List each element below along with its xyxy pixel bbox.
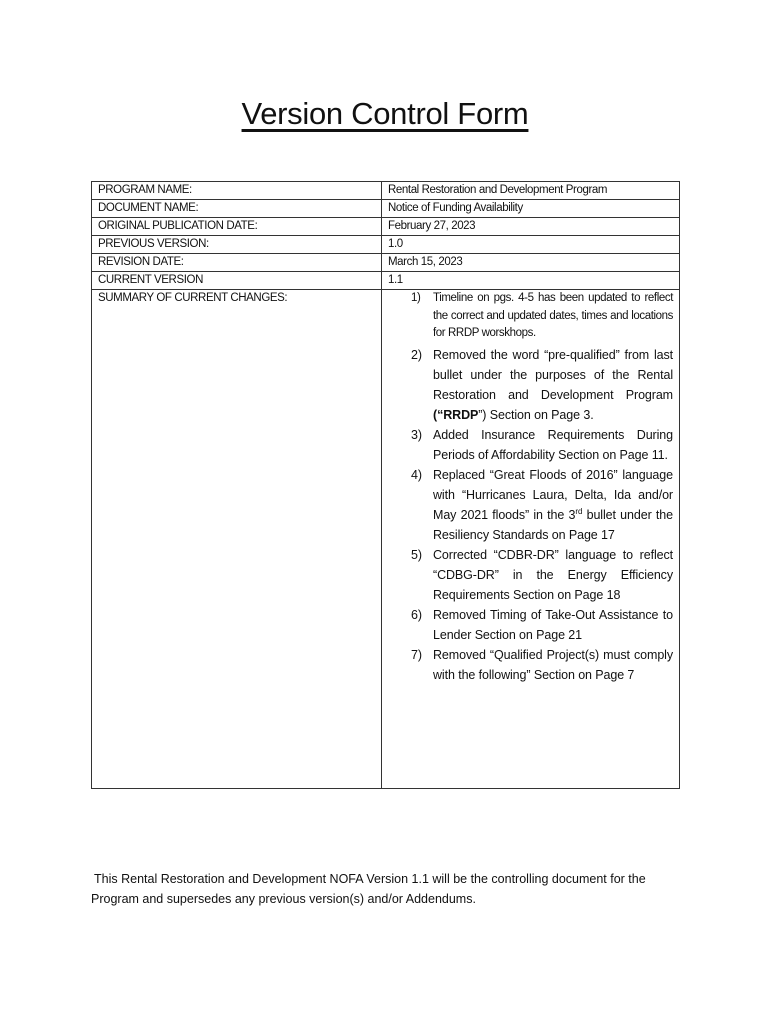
revision-date-value: March 15, 2023 (382, 254, 680, 272)
footer-line: Program and supersedes any previous version(s) and/or Addendums. (91, 892, 476, 906)
footer-statement (91, 869, 671, 909)
revision-date-label: REVISION DATE: (92, 254, 382, 272)
document-name-value: Notice of Funding Availability (382, 200, 680, 218)
list-item (388, 425, 673, 465)
list-item-number: 3) (411, 427, 422, 442)
footer-line: This Rental Restoration and Development NOFA Version 1.1 will be the controlling document for the (94, 872, 646, 886)
list-item-text: Replaced “Great Floods of 2016” language with “Hurricanes Laura, Delta, Ida and/or May 2021 floods” in the 3 (433, 467, 673, 522)
list-item-text: Corrected “CDBR-DR” language to reflect “CDBG-DR” in the Energy Efficiency Requirements Section on Page 18 (433, 547, 673, 602)
current-version-label: CURRENT VERSION (92, 272, 382, 290)
list-item-bold-text: (“RRDP (433, 407, 479, 422)
list-item (388, 645, 673, 685)
list-item-text: Added Insurance Requirements During Periods of Affordability Section on Page 11. (433, 427, 673, 462)
list-item-number: 5) (411, 547, 422, 562)
list-item-superscript: rd (575, 506, 583, 516)
page-title: Version Control Form (241, 96, 529, 131)
summary-changes-cell (382, 290, 680, 789)
table-row (92, 254, 680, 272)
changes-list (388, 290, 673, 685)
previous-version-label: PREVIOUS VERSION: (92, 236, 382, 254)
list-item (388, 290, 673, 343)
list-item-number: 4) (411, 467, 422, 482)
list-item (388, 545, 673, 605)
version-control-table (91, 181, 680, 789)
original-publication-value: February 27, 2023 (382, 218, 680, 236)
program-name-label: PROGRAM NAME: (92, 182, 382, 200)
table-row (92, 218, 680, 236)
list-item-number: 7) (411, 647, 422, 662)
list-item-number: 2) (411, 347, 422, 362)
previous-version-value: 1.0 (382, 236, 680, 254)
list-item-text: Removed “Qualified Project(s) must comply with the following” Section on Page 7 (433, 647, 673, 682)
list-item (388, 605, 673, 645)
list-item-text: Removed Timing of Take-Out Assistance to Lender Section on Page 21 (433, 607, 673, 642)
table-row (92, 236, 680, 254)
current-version-value: 1.1 (382, 272, 680, 290)
table-row (92, 272, 680, 290)
list-item (388, 345, 673, 425)
list-item-text: Timeline on pgs. 4-5 has been updated to reflect the correct and updated dates, times and locations for RRDP worskhops. (433, 292, 673, 339)
table-row (92, 200, 680, 218)
summary-label: SUMMARY OF CURRENT CHANGES: (92, 290, 382, 789)
list-item (388, 465, 673, 545)
program-name-value: Rental Restoration and Development Program (382, 182, 680, 200)
list-item-number: 1) (411, 292, 421, 304)
list-item-number: 6) (411, 607, 422, 622)
table-row (92, 182, 680, 200)
list-item-text: ”) Section on Page 3. (478, 407, 594, 422)
table-row-summary (92, 290, 680, 789)
list-item-text: Removed the word “pre-qualified” from last bullet under the purposes of the Rental Restoration and Development Program (433, 347, 673, 402)
list-item-text: bullet under the Resiliency Standards on Page 17 (433, 507, 673, 542)
original-publication-label: ORIGINAL PUBLICATION DATE: (92, 218, 382, 236)
document-name-label: DOCUMENT NAME: (92, 200, 382, 218)
